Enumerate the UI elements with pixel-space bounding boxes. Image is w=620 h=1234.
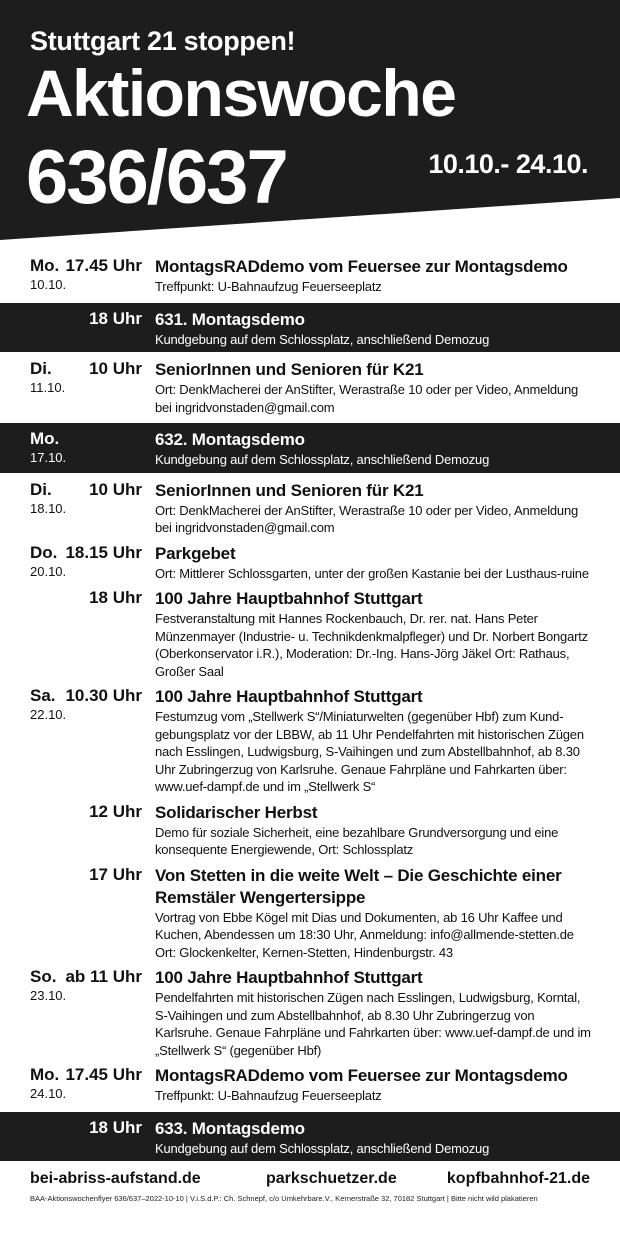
event-date: 22.10. bbox=[30, 707, 67, 722]
event-day-time bbox=[30, 1065, 142, 1085]
event-time: 18 Uhr bbox=[89, 588, 142, 607]
event-day-time bbox=[30, 588, 142, 608]
event-content bbox=[155, 1065, 620, 1105]
event-title: 100 Jahre Hauptbahnhof Stuttgart bbox=[155, 687, 423, 706]
event-row bbox=[0, 540, 620, 586]
event-description: Kundgebung auf dem Schlossplatz, anschließend Demozug bbox=[155, 331, 490, 347]
event-row bbox=[0, 356, 620, 419]
event-day-time bbox=[30, 1118, 142, 1138]
event-row bbox=[0, 253, 620, 299]
event-description: Kundgebung auf dem Schlossplatz, anschließend Demozug bbox=[155, 452, 490, 467]
event-time: 18 Uhr bbox=[89, 308, 142, 328]
event-date: 20.10. bbox=[30, 563, 67, 579]
event-date: 17.10. bbox=[30, 450, 67, 465]
event-day: Mo. bbox=[30, 1065, 60, 1084]
header-dates: 10.10.- 24.10. bbox=[428, 149, 588, 179]
event-when bbox=[30, 865, 142, 885]
event-description: Treffpunkt: U-Bahnaufzug Feuerseeplatz bbox=[155, 1088, 382, 1103]
header-number: 636/637 bbox=[26, 135, 287, 220]
event-description: Vortrag von Ebbe Kögel mit Dias und Dokumenten, ab 16 Uhr Kaffee und Kuchen, Abendessen um 18:30 Uhr, Anmeldung: info@allmende-stetten.de Ort: Glockenkelter, Kernen-Stetten, Hindenburgstr. 43 bbox=[155, 909, 574, 960]
event-day: Do. bbox=[30, 542, 58, 562]
link-bei-abriss-aufstand[interactable]: bei-abriss-aufstand.de bbox=[30, 1170, 201, 1187]
event-date: 23.10. bbox=[30, 988, 67, 1003]
event-row bbox=[0, 683, 620, 799]
event-day-time bbox=[30, 256, 142, 276]
event-content bbox=[155, 256, 620, 296]
event-list bbox=[0, 253, 620, 1165]
event-date: 24.10. bbox=[30, 1086, 67, 1101]
event-date: 18.10. bbox=[30, 500, 67, 516]
event-title: Von Stetten in die weite Welt – Die Geschichte einer Remstäler Wengertersippe bbox=[155, 865, 562, 907]
event-description: Ort: DenkMacherei der AnStifter, Werastraße 10 oder per Video, Anmeldung bei ingridvonstaden@gmail.com bbox=[155, 502, 579, 535]
event-time: 18.15 Uhr bbox=[65, 542, 142, 562]
event-description: Kundgebung auf dem Schlossplatz, anschließend Demozug bbox=[155, 1140, 490, 1156]
event-when bbox=[30, 256, 142, 293]
event-title: MontagsRADdemo vom Feuersee zur Montagsdemo bbox=[155, 257, 568, 276]
event-title: Solidarischer Herbst bbox=[155, 802, 318, 822]
event-content bbox=[155, 480, 620, 537]
event-title: MontagsRADdemo vom Feuersee zur Montagsdemo bbox=[155, 1066, 568, 1085]
header-banner bbox=[0, 0, 620, 245]
event-when bbox=[30, 480, 142, 517]
link-parkschuetzer[interactable]: parkschuetzer.de bbox=[266, 1170, 397, 1187]
event-time: 10 Uhr bbox=[89, 479, 142, 499]
event-row bbox=[0, 1062, 620, 1108]
event-row bbox=[0, 423, 620, 473]
event-day: So. bbox=[30, 967, 57, 986]
event-title: 100 Jahre Hauptbahnhof Stuttgart bbox=[155, 968, 423, 987]
event-row bbox=[0, 585, 620, 683]
event-when bbox=[30, 1118, 142, 1138]
event-day-time bbox=[30, 967, 142, 987]
event-description: Demo für soziale Sicherheit, eine bezahlbare Grundversorgung und eine konsequente Energiewende, Ort: Schlossplatz bbox=[155, 824, 559, 857]
event-description: Festumzug vom „Stellwerk S“/Miniaturwelten (gegenüber Hbf) zum Kund-gebungsplatz vor der LBBW, ab 11 Uhr Pendelfahrten mit historischen Zügen nach Esslingen, Ludwigsburg, S-Vaihingen und zum Abstellbahnhof, ab 8.30 Uhr Zubringerzug von Karlsruhe. Genaue Fahrpläne und Fahrkarten über: www.uef-dampf.de und im „Stellwerk S“ bbox=[155, 709, 584, 794]
event-day: Di. bbox=[30, 359, 52, 378]
event-date: 11.10. bbox=[30, 380, 66, 395]
event-title: 632. Montagsdemo bbox=[155, 430, 305, 449]
event-when bbox=[30, 967, 142, 1004]
header-title: Aktionswoche bbox=[26, 56, 456, 130]
event-when bbox=[30, 802, 142, 822]
imprint-text: BAA-Aktionswochenflyer 636/637–2022-10-10 | V.i.S.d.P.: Ch. Schnepf, c/o Umkehrbare.V., Kernerstraße 32, 70182 Stuttgart | Bitte nicht wild plakatieren bbox=[30, 1194, 538, 1203]
event-title: 633. Montagsdemo bbox=[155, 1118, 305, 1138]
event-when bbox=[30, 686, 142, 723]
event-description: Pendelfahrten mit historischen Zügen nach Esslingen, Ludwigsburg, Korntal, S-Vaihingen und zum Abstellbahnhof, ab 8.30 Uhr Zubringerzug von Karlsruhe. Genaue Fahrpläne und Fahrkarten über: www.uef-dampf.de und im „Stellwerk S“ (gegenüber Hbf) bbox=[155, 990, 591, 1058]
event-day: Sa. bbox=[30, 686, 56, 705]
event-description: Treffpunkt: U-Bahnaufzug Feuerseeplatz bbox=[155, 279, 382, 294]
event-day: Mo. bbox=[30, 429, 60, 448]
event-row bbox=[0, 303, 620, 353]
event-time: 10 Uhr bbox=[89, 359, 142, 378]
event-row bbox=[0, 477, 620, 540]
event-date: 10.10. bbox=[30, 277, 67, 292]
event-when bbox=[30, 429, 142, 466]
event-time: 17.45 Uhr bbox=[65, 256, 142, 275]
event-day-time bbox=[30, 429, 142, 449]
event-day-time bbox=[30, 865, 142, 885]
event-content bbox=[155, 802, 620, 859]
event-content bbox=[155, 686, 620, 796]
event-title: Parkgebet bbox=[155, 543, 236, 563]
event-when bbox=[30, 543, 142, 580]
event-when bbox=[30, 309, 142, 329]
event-time: 17.45 Uhr bbox=[65, 1065, 142, 1084]
event-row bbox=[0, 799, 620, 862]
event-when bbox=[30, 1065, 142, 1102]
event-title: SeniorInnen und Senioren für K21 bbox=[155, 480, 424, 500]
event-description: Ort: Mittlerer Schlossgarten, unter der großen Kastanie bei der Lusthaus-ruine bbox=[155, 565, 589, 581]
event-description: Ort: DenkMacherei der AnStifter, Werastraße 10 oder per Video, Anmeldung bei ingridvonstaden@gmail.com bbox=[155, 382, 579, 415]
event-when bbox=[30, 359, 142, 396]
event-content bbox=[155, 865, 620, 962]
event-title: 100 Jahre Hauptbahnhof Stuttgart bbox=[155, 589, 423, 608]
event-content bbox=[155, 967, 620, 1059]
event-day-time bbox=[30, 480, 142, 500]
link-kopfbahnhof-21[interactable]: kopfbahnhof-21.de bbox=[446, 1170, 590, 1187]
event-row bbox=[0, 862, 620, 965]
event-row bbox=[0, 964, 620, 1062]
footer bbox=[0, 1170, 620, 1203]
event-day: Mo. bbox=[30, 256, 60, 275]
event-time: 10.30 Uhr bbox=[65, 686, 142, 705]
event-title: SeniorInnen und Senioren für K21 bbox=[155, 360, 424, 379]
footer-links bbox=[0, 1170, 620, 1194]
event-content bbox=[155, 309, 620, 349]
event-day-time bbox=[30, 359, 142, 379]
event-when bbox=[30, 588, 142, 608]
event-day: Di. bbox=[30, 479, 52, 499]
event-content bbox=[155, 543, 620, 583]
event-day-time bbox=[30, 309, 142, 329]
event-day-time bbox=[30, 686, 142, 706]
event-content bbox=[155, 588, 620, 680]
event-content bbox=[155, 1118, 620, 1158]
event-time: 18 Uhr bbox=[89, 1117, 142, 1137]
event-title: 631. Montagsdemo bbox=[155, 309, 305, 329]
event-time: ab 11 Uhr bbox=[65, 967, 142, 986]
event-day-time bbox=[30, 802, 142, 822]
event-row bbox=[0, 1112, 620, 1162]
event-description: Festveranstaltung mit Hannes Rockenbauch, Dr. rer. nat. Hans Peter Münzenmayer (Industrie- u. Technikdenkmalpfleger) und Dr. Norbert Bongartz (Oberkonservator i.R.), Moderation: Dr.-Ing. Hans-Jörg Jäkel Ort: Rathaus, Großer Saal bbox=[155, 611, 588, 679]
event-content bbox=[155, 359, 620, 416]
header-subtitle: Stuttgart 21 stoppen! bbox=[30, 26, 296, 56]
event-time: 17 Uhr bbox=[89, 864, 142, 884]
event-day-time bbox=[30, 543, 142, 563]
event-time: 12 Uhr bbox=[89, 801, 142, 821]
event-content bbox=[155, 429, 620, 469]
